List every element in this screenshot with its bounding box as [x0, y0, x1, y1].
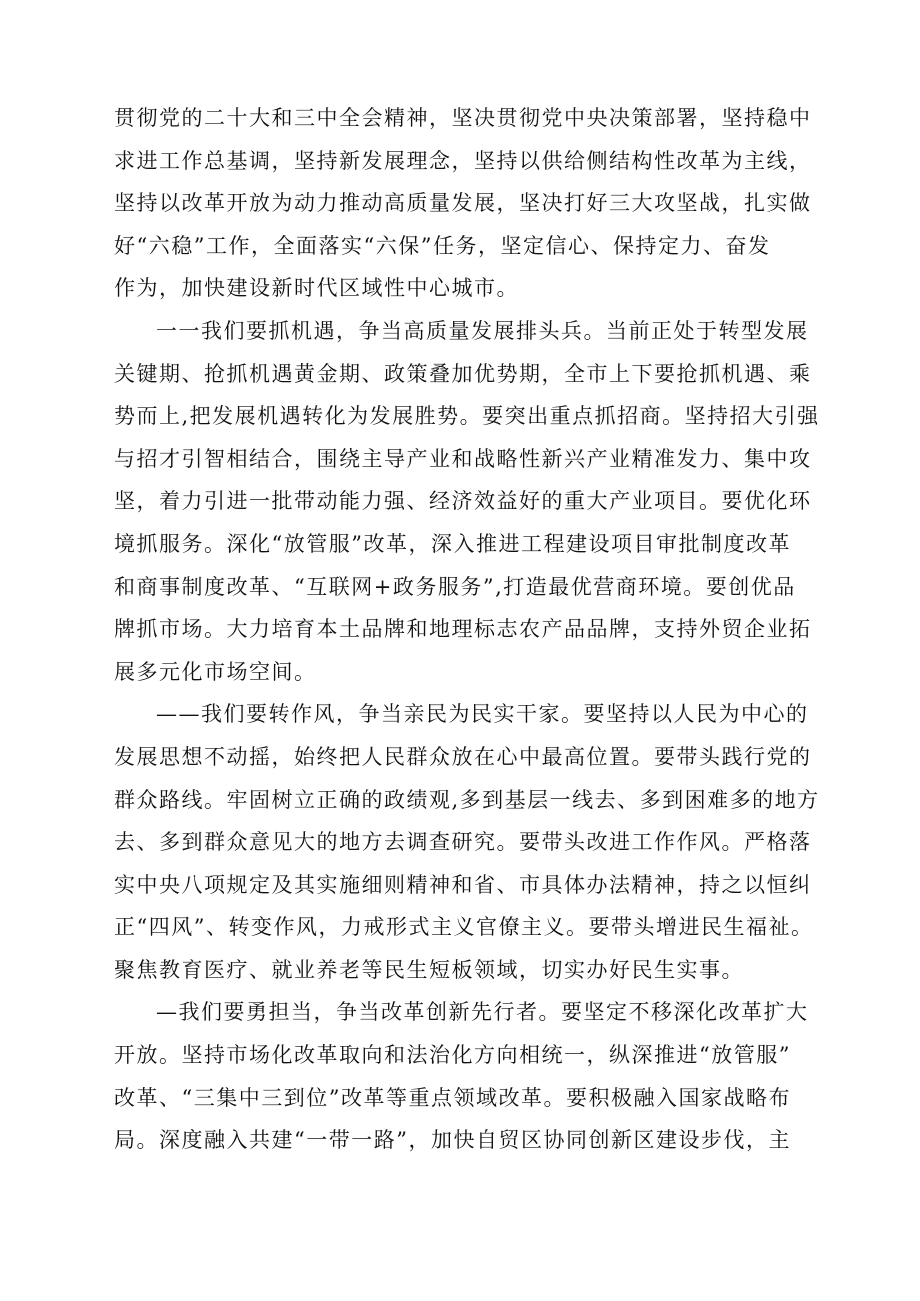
text-line: 开放。坚持市场化改革取向和法治化方向相统一，纵深推进“放管服” — [114, 1043, 791, 1068]
text-line: 牌抓市场。大力培育本土品牌和地理标志农产品品牌，支持外贸企业拓 — [114, 617, 812, 642]
text-line: 关键期、抢抓机遇黄金期、政策叠加优势期，全市上下要抢抓机遇、乘 — [114, 361, 812, 386]
text-line: 好“六稳”工作，全面落实“六保”任务，坚定信心、保持定力、奋发 — [114, 233, 771, 258]
text-line: 境抓服务。深化“放管服”改革，深入推进工程建设项目审批制度改革 — [114, 531, 791, 556]
text-line: 聚焦教育医疗、就业养老等民生短板领域，切实办好民生实事。 — [114, 957, 744, 982]
text-line: ——我们要转作风，争当亲民为民实干家。要坚持以人民为中心的 — [156, 702, 809, 727]
text-line: 实中央八项规定及其实施细则精神和省、市具体办法精神，持之以恒纠 — [114, 872, 812, 897]
text-line: 势而上,把发展机遇转化为发展胜势。要突出重点抓招商。坚持招大引强 — [114, 404, 820, 429]
paragraph-2 — [114, 310, 834, 693]
text-line: 坚，着力引进一批带动能力强、经济效益好的重大产业项目。要优化环 — [114, 489, 812, 514]
text-line: 一一我们要抓机遇，争当高质量发展排头兵。当前正处于转型发展 — [156, 318, 809, 343]
paragraph-4 — [114, 991, 834, 1161]
text-line: 坚持以改革开放为动力推动高质量发展，坚决打好三大攻坚战，扎实做 — [114, 191, 812, 216]
text-line: 正“四风”、转变作风，力戒形式主义官僚主义。要带头增进民生福祉。 — [114, 915, 814, 940]
text-line: —我们要勇担当，争当改革创新先行者。要坚定不移深化改革扩大 — [156, 1000, 809, 1025]
text-line: 群众路线。牢固树立正确的政绩观,多到基层一线去、多到困难多的地方 — [114, 787, 820, 812]
text-line: 发展思想不动摇，始终把人民群众放在心中最高位置。要带头践行党的 — [114, 744, 812, 769]
text-line: 去、多到群众意见大的地方去调查研究。要带头改进工作作风。严格落 — [114, 830, 812, 855]
text-line: 求进工作总基调，坚持新发展理念，坚持以供给侧结构性改革为主线， — [114, 148, 812, 173]
text-line: 改革、“三集中三到位”改革等重点领域改革。要积极融入国家战略布 — [114, 1085, 791, 1110]
paragraph-1 — [114, 97, 834, 310]
paragraph-3 — [114, 693, 834, 991]
text-line: 展多元化市场空间。 — [114, 659, 317, 684]
text-line: 贯彻党的二十大和三中全会精神，坚决贯彻党中央决策部署，坚持稳中 — [114, 106, 812, 130]
text-line: 作为，加快建设新时代区域性中心城市。 — [114, 276, 519, 301]
text-line: 与招才引智相结合，围绕主导产业和战略性新兴产业精准发力、集中攻 — [114, 446, 812, 471]
text-line: 局。深度融入共建“一带一路”，加快自贸区协同创新区建设步伐，主 — [114, 1128, 791, 1153]
body-text — [114, 97, 834, 1162]
text-line: 和商事制度改革、“互联网+政务服务”,打造最优营商环境。要创优品 — [114, 574, 796, 599]
